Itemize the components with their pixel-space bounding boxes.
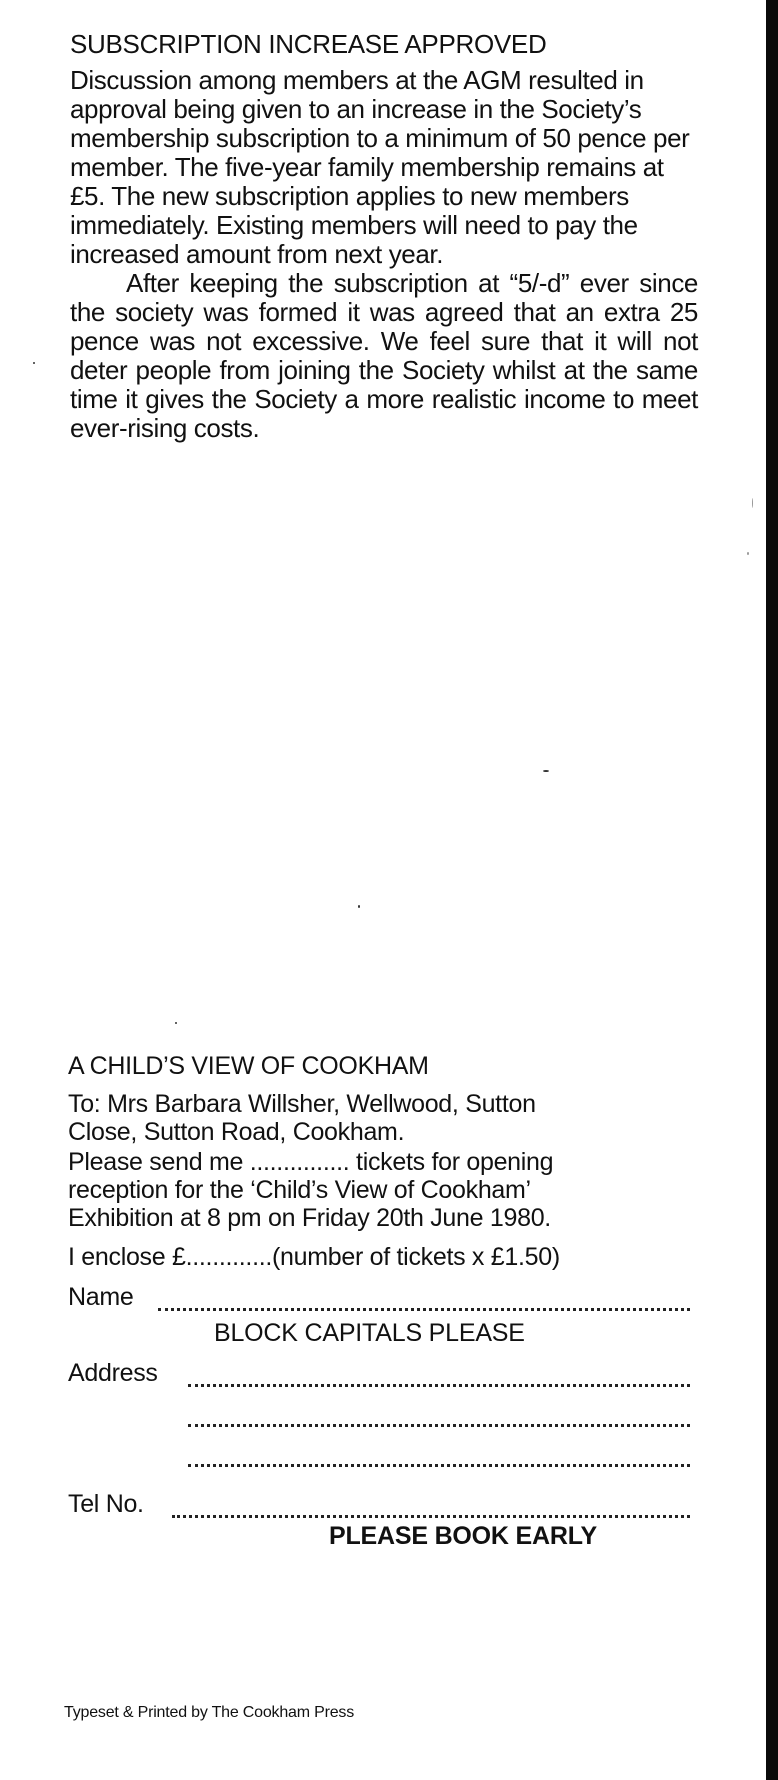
address-entry-line-1[interactable]: [188, 1384, 690, 1387]
booking-heading-block: [68, 1052, 688, 1087]
address-entry-line-2[interactable]: [188, 1424, 690, 1427]
booking-request-line-3: Exhibition at 8 pm on Friday 20th June 1980.: [68, 1204, 551, 1232]
booking-heading: A CHILD’S VIEW OF COOKHAM: [68, 1052, 429, 1080]
scan-speck: [543, 770, 549, 772]
tel-entry-line[interactable]: [172, 1515, 690, 1518]
scan-speck: [33, 362, 35, 364]
block-capitals-note: BLOCK CAPITALS PLEASE: [214, 1319, 525, 1347]
subscription-paragraph-1: Discussion among members at the AGM resulted in approval being given to an increase in the Society’s membership subscription to a minimum of 50 pence per member. The five-year family membership remains at £5. The new subscription applies to new members immediately. Existing members will need to pay the increased amount from next year.: [70, 64, 690, 269]
address-entry-line-3[interactable]: [188, 1464, 690, 1467]
subscription-article: [70, 30, 698, 443]
name-label: Name: [68, 1283, 134, 1311]
booking-request-line-2: reception for the ‘Child’s View of Cookham’: [68, 1176, 531, 1204]
subscription-paragraph-2: After keeping the subscription at “5/-d” ever since the society was formed it was agreed that an extra 25 pence was not excessive. We feel sure that it will not deter people from joining the Society whilst at the same time it gives the Society a more realistic income to meet ever-rising costs.: [70, 267, 698, 443]
page-edge-rule: [766, 0, 778, 1780]
scan-speck: [752, 498, 753, 508]
booking-address-line-1: To: Mrs Barbara Willsher, Wellwood, Sutton: [68, 1090, 536, 1118]
booking-address-line-2: Close, Sutton Road, Cookham.: [68, 1118, 405, 1146]
printer-credit: Typeset & Printed by The Cookham Press: [64, 1704, 355, 1721]
tel-label: Tel No.: [68, 1490, 144, 1518]
booking-enclose-line[interactable]: I enclose £.............(number of tickets x £1.50): [68, 1243, 560, 1271]
scan-speck: [175, 1022, 177, 1024]
address-label: Address: [68, 1359, 158, 1387]
book-early-note: PLEASE BOOK EARLY: [329, 1522, 597, 1550]
scan-speck: [358, 905, 360, 908]
booking-request-line-1: Please send me ............... tickets for opening: [68, 1148, 554, 1176]
subscription-heading: SUBSCRIPTION INCREASE APPROVED: [70, 29, 547, 59]
name-entry-line[interactable]: [158, 1308, 690, 1311]
scan-speck: [747, 552, 749, 555]
